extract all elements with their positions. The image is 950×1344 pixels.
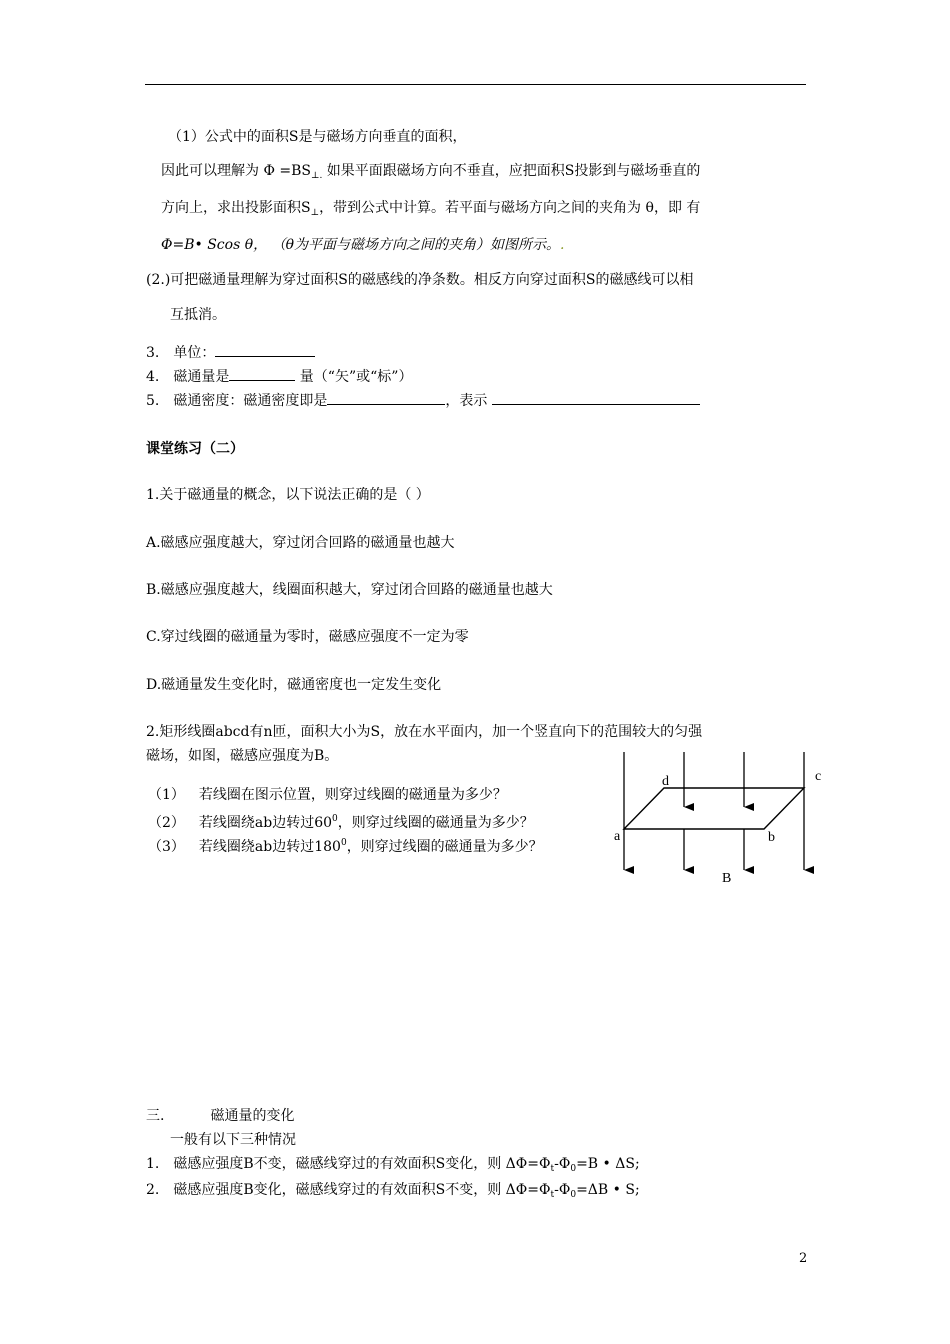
blank-represents[interactable] [492, 390, 700, 405]
item-3: 3. 单位： [146, 342, 315, 362]
para2-line1: (2.)可把磁通量理解为穿过面积S的磁感线的净条数。相反方向穿过面积S的磁感线可以相 [146, 272, 694, 288]
q2-sub-3: （3） 若线圈绕ab边转过$180^0$，则穿过线圈的磁通量为多少？ [148, 838, 543, 855]
label-d: d [662, 774, 669, 789]
q1-option-d: D.磁通量发生变化时，磁通密度也一定发生变化 [146, 677, 442, 693]
blank-unit[interactable] [215, 342, 315, 357]
coil-figure [612, 752, 822, 886]
para2-line2: 互抵消。 [170, 307, 226, 323]
q1-option-b: B.磁感应强度越大，线圈面积越大，穿过闭合回路的磁通量也越大 [146, 582, 553, 598]
label-a: a [614, 829, 621, 844]
section3-intro: 一般有以下三种情况 [170, 1132, 296, 1148]
header-rule [145, 84, 806, 85]
q1-option-a: A.磁感应强度越大，穿过闭合回路的磁通量也越大 [146, 535, 455, 551]
blank-flux-density[interactable] [327, 390, 445, 405]
question-1: 1.关于磁通量的概念，以下说法正确的是（ ） [146, 487, 430, 503]
q2-sub-1: （1） 若线圈在图示位置，则穿过线圈的磁通量为多少？ [148, 787, 507, 803]
page-number: 2 [799, 1251, 808, 1266]
blank-vector-scalar[interactable] [229, 366, 295, 381]
para1-line4: Φ=B• Scos θ， （θ为平面与磁场方向之间的夹角）如图所示。. [161, 237, 565, 253]
label-b: b [768, 830, 775, 845]
section3-case-2: 2. 磁感应强度B变化，磁感线穿过的有效面积S不变，则 $\Delta\Phi=\Phi_t-\Phi_0=\Delta B$ • S; [146, 1182, 640, 1200]
para1-lead: （1）公式中的面积S是与磁场方向垂直的面积， [168, 129, 467, 145]
question-2-line2: 磁场，如图，磁感应强度为B。 [146, 748, 339, 764]
q2-sub-2: （2） 若线圈绕ab边转过$60^0$，则穿过线圈的磁通量为多少？ [148, 814, 534, 831]
item-5: 5. 磁通密度：磁通密度即是 ，表示 [146, 390, 700, 410]
label-B: B [722, 871, 732, 886]
exercise-heading: 课堂练习（二） [146, 441, 244, 457]
section3-case-1: 1. 磁感应强度B不变，磁感线穿过的有效面积S变化，则 $\Delta\Phi=\Phi_t-\Phi_0=B$ • ΔS; [146, 1156, 640, 1174]
section3-heading: 三. 磁通量的变化 [146, 1108, 295, 1124]
para1-line3: 方向上，求出投影面积$S_\perp$，带到公式中计算。若平面与磁场方向之间的夹角为 θ，即 有 [161, 200, 701, 218]
label-c: c [815, 769, 822, 784]
item-4: 4. 磁通量是 量（“矢”或“标”） [146, 366, 412, 386]
para1-line2: 因此可以理解为 $\Phi =BS_{\perp.}$ 如果平面跟磁场方向不垂直，应把面积S投影到与磁场垂直的 [161, 163, 701, 181]
coil-outline [624, 788, 804, 829]
question-2-line1: 2.矩形线圈abcd有n匝，面积大小为S，放在水平面内，加一个竖直向下的范围较大的匀强 [146, 724, 703, 740]
q1-option-c: C.穿过线圈的磁通量为零时，磁感应强度不一定为零 [146, 629, 469, 645]
